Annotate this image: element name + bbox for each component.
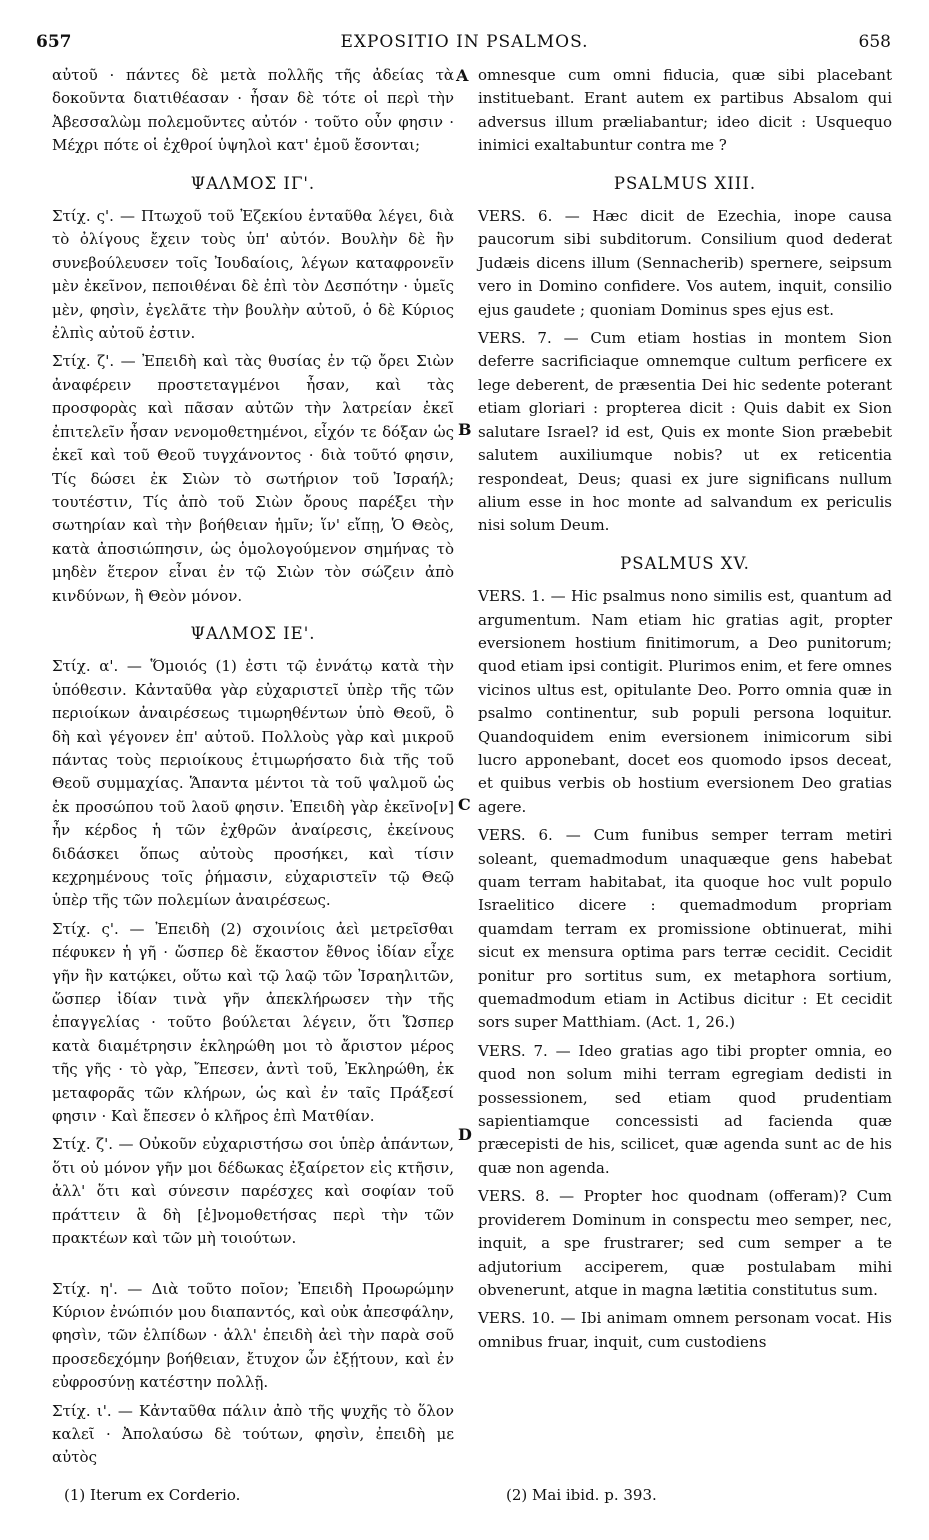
greek-p13-7: Στίχ. ζ'. — Ἐπειδὴ καὶ τὰς θυσίας ἐν τῷ ὄρει Σιὼν ἀναφέρειν προστεταγμένοι ἦσαν, καὶ τὰς προσφορὰς καὶ πᾶσαν αὐτῶν τὴν λατρείαν ἐκεῖ ἐπιτελεῖν ἦσαν νενομοθετημένοι, εἶχόν τε δόξαν ὡς ἐκεῖ καὶ τοῦ Θεοῦ τυγχάνοντος · διὰ τοῦτό φησιν, Τίς δώσει ἐκ Σιὼν τὸ σωτήριον τοῦ Ἰσραήλ; τουτέστιν, Τίς ἀπὸ τοῦ Σιὼν ὄρους παρέξει τὴν σωτηρίαν καὶ τὴν βοήθειαν ἡμῖν; ἵν' εἴπῃ, Ὁ Θεὸς, κατὰ ἀποσιώπησιν, ὡς ὁμολογούμενον σημήνας τὸ μηδὲν ἕτερον εἶναι ἐν τῷ Σιὼν τὸν σώζειν ἀπὸ κινδύνων, ἢ Θεὸν μόνον.	[52, 352, 454, 605]
page-number-left: 657	[36, 32, 72, 52]
greek-p13-6: Στίχ. ς'. — Πτωχοῦ τοῦ Ἐζεκίου ἐνταῦθα λέγει, διὰ τὸ ὀλίγους ἔχειν τοὺς ὑπ' αὐτόν. Βουλὴν δὲ ἣν συνεβούλευσεν τοῖς Ἰουδαίοις, λέγων καταφρονεῖν μὲν ἐκεῖνον, πεποιθέναι δὲ ἐπὶ τὸν Δεσπότην · ὑμεῖς μὲν, φησὶν, ἐγελᾶτε τὴν βουλὴν αὐτοῦ, ὁ δὲ Κύριος ἐλπὶς αὐτοῦ ἐστιν.	[52, 207, 454, 343]
greek-psalm15-title: ΨΑΛΜΟΣ ΙΕ'.	[190, 623, 316, 643]
greek-p15-10: Στίχ. ι'. — Κἀνταῦθα πάλιν ἀπὸ τῆς ψυχῆς τὸ ὅλον καλεῖ · Ἀπολαύσω δὲ τούτων, φησὶν, ἐπειδὴ με αὐτὸς	[52, 1401, 454, 1467]
latin-v15-6: VERS. 6. — Cum funibus semper terram metiri soleant, quemadmodum unaquæque gens habebat quam terram habitabat, ita quoque hoc vult populo Israelitico dicere : quemadmodum propriam quamdam terram ex promissione obtinuerat, mihi sicut ex mensura optima pars terræ cecidit. Cecidit ponitur pro sortitus sum, ex metaphora sortium, quemadmodum etiam in Actibus dicitur : Et cecidit sors super Matthiam. (Act. 1, 26.)	[478, 826, 892, 1032]
margin-letter-b: B	[458, 420, 472, 439]
latin-v15-10: VERS. 10. — Ibi animam omnem personam vocat. His omnibus fruar, inquit, cum custodiens	[478, 1309, 892, 1351]
latin-v13-6: VERS. 6. — Hæc dicit de Ezechia, inope causa paucorum sibi subditorum. Consilium quod dederat Judæis dicens illum (Sennacherib) spernere, seipsum vero in Domino confidere. Vos autem, inquit, consilio ejus gaudete ; quoniam Dominus spes ejus est.	[478, 207, 892, 319]
page-number-right: 658	[858, 32, 891, 52]
greek-intro: αὐτοῦ · πάντες δὲ μετὰ πολλῆς τῆς ἀδείας τὰ δοκοῦντα διατιθέασαν · ἦσαν δὲ τότε οἱ περὶ τὴν Ἀβεσσαλὼμ πολεμοῦντες αὐτόν · τοῦτο οὖν φησιν · Μέχρι πότε οἱ ἐχθροί ὑψηλοὶ κατ' ἐμοῦ ἔσονται;	[52, 66, 454, 155]
footnote-left: (1) Iterum ex Corderio.	[64, 1486, 241, 1504]
greek-psalm13-title: ΨΑΛΜΟΣ ΙΓ'.	[190, 173, 316, 193]
latin-psalm13-title: PSALMUS XIII.	[613, 173, 757, 193]
margin-letter-d: D	[458, 1125, 472, 1144]
margin-letter-c: C	[458, 795, 471, 814]
latin-v15-8: VERS. 8. — Propter hoc quodnam (offeram)? Cum providerem Dominum in conspectu meo semper, nec, inquit, a spe frustrarer; sed cum semper a te adjutorium acciperem, quæ postulabam mihi obvenerunt, atque in magna lætitia constitutus sum.	[478, 1187, 892, 1299]
greek-column	[52, 64, 454, 1475]
latin-v15-1: VERS. 1. — Hic psalmus nono similis est, quantum ad argumentum. Nam etiam hic gratias agit, propter eversionem hostium finitimorum, a Deo punitorum; quod etiam ipsi contigit. Plurimos enim, et fere omnes vicinos ultus est, opitulante Deo. Porro omnia quæ in psalmo continentur, sub populi persona loquitur. Quandoquidem enim eversionem inimicorum sibi lucro apponebant, docet eos quomodo ipsos deceat, et quibus verbis ob hostium eversionem Deo gratias agere.	[478, 587, 892, 816]
latin-v15-7: VERS. 7. — Ideo gratias ago tibi propter omnia, eo quod non solum mihi terram egregiam dedisti in possessionem, sed etiam quod prudentiam sapientiamque concessisti ad facienda quæ præcepisti de his, scilicet, quæ agenda sunt ac de his quæ non agenda.	[478, 1041, 892, 1177]
footnote-right: (2) Mai ibid. p. 393.	[506, 1486, 657, 1504]
latin-column	[478, 64, 892, 1359]
greek-p15-8: Στίχ. η'. — Διὰ τοῦτο ποῖον; Ἐπειδὴ Προωρώμην Κύριον ἐνώπιόν μου διαπαντός, καὶ οὐκ ἀπεσφάλην, φησὶν, τῶν ἐλπίδων · ἀλλ' ἐπειδὴ ἀεὶ τὴν παρὰ σοῦ προσεδεχόμην βοήθειαν, ἔτυχον ὧν ἐξῄτουν, καὶ ἐν εὐφροσύνῃ κατέστην πολλῇ.	[52, 1279, 454, 1392]
margin-letter-a: A	[456, 66, 469, 85]
latin-psalm15-title: PSALMUS XV.	[620, 553, 750, 573]
running-header	[0, 32, 929, 56]
greek-p15-6: Στίχ. ς'. — Ἐπειδὴ (2) σχοινίοις ἀεὶ μετρεῖσθαι πέφυκεν ἡ γῆ · ὥσπερ δὲ ἕκαστον ἔθνος ἰδίαν εἶχε γῆν ἣν κατῴκει, οὕτω καὶ τῷ λαῷ τῶν Ἰσραηλιτῶν, ὥσπερ ἰδίαν τινὰ γῆν ἀπεκλήρωσεν τὴν τῆς ἐπαγγελίας · τοῦτο βούλεται λέγειν, ὅτι Ὥσπερ κατὰ διαμέτρησιν ἐκληρώθη μοι τὸ ἄριστον μέρος τῆς γῆς · τὸ γὰρ, Ἔπεσεν, ἀντὶ τοῦ, Ἐκληρώθη, ἐκ μεταφορᾶς τῶν κλήρων, ὡς καὶ ἐν ταῖς Πράξεσί φησιν · Καὶ ἔπεσεν ὁ κλῆρος ἐπὶ Ματθίαν.	[52, 919, 454, 1126]
latin-intro: omnesque cum omni fiducia, quæ sibi placebant instituebant. Erant autem ex partibus Absalom qui adversus illum præliabantur; ideo dicit : Usquequo inimici exaltabuntur contra me ?	[478, 66, 892, 155]
running-title: EXPOSITIO IN PSALMOS.	[340, 32, 589, 52]
greek-p15-7: Στίχ. ζ'. — Οὐκοῦν εὐχαριστήσω σοι ὑπὲρ ἁπάντων, ὅτι οὐ μόνον γῆν μοι δέδωκας ἐξαίρετον εἰς κτῆσιν, ἀλλ' ὅτι καὶ σύνεσιν παρέσχες καὶ σοφίαν τοῦ πράττειν ἃ δὴ [ἐ]νομοθετήσας περὶ τὴν τῶν πρακτέων καὶ τῶν μὴ τοιούτων.	[52, 1135, 454, 1248]
greek-p15-1: Στίχ. α'. — Ὅμοιός (1) ἐστι τῷ ἐννάτῳ κατὰ τὴν ὑπόθεσιν. Κἀνταῦθα γὰρ εὐχαριστεῖ ὑπὲρ τῆς τῶν περιοίκων ἀναιρέσεως τιμωρηθέντων ὑπὸ Θεοῦ, ὃ δὴ καὶ γέγονεν ἐπ' αὐτοῦ. Πολλοὺς γὰρ καὶ μικροῦ πάντας τοὺς περιοίκους ἐτιμωρήσατο διὰ τῆς τοῦ Θεοῦ συμμαχίας. Ἅπαντα μέντοι τὰ τοῦ ψαλμοῦ ὡς ἐκ προσώπου τοῦ λαοῦ φησιν. Ἐπειδὴ γὰρ ἐκεῖνο[ν] ἦν κέρδος ἡ τῶν ἐχθρῶν ἀναίρεσις, ἐκείνους διδάσκει ὅπως αὐτοὺς προσήκει, καὶ τίσιν κεχρημένους τοῖς ῥήμασιν, εὐχαριστεῖν τῷ Θεῷ ὑπὲρ τῆς τῶν πολεμίων ἀναιρέσεως.	[52, 657, 454, 910]
latin-v13-7: VERS. 7. — Cum etiam hostias in montem Sion deferre sacrificiaque omnemque cultum perficere ex lege deberent, de præsentia Dei hic sedente poterant etiam gloriari : propterea dicit : Quis dabit ex Sion salutare Israel? id est, Quis ex monte Sion præbebit salutem auxiliumque nobis? ut ex reticentia respondeat, Deus; quasi ex jure significans nullum alium esse in hoc monte ad salvandum ex periculis nisi solum Deum.	[478, 329, 892, 535]
